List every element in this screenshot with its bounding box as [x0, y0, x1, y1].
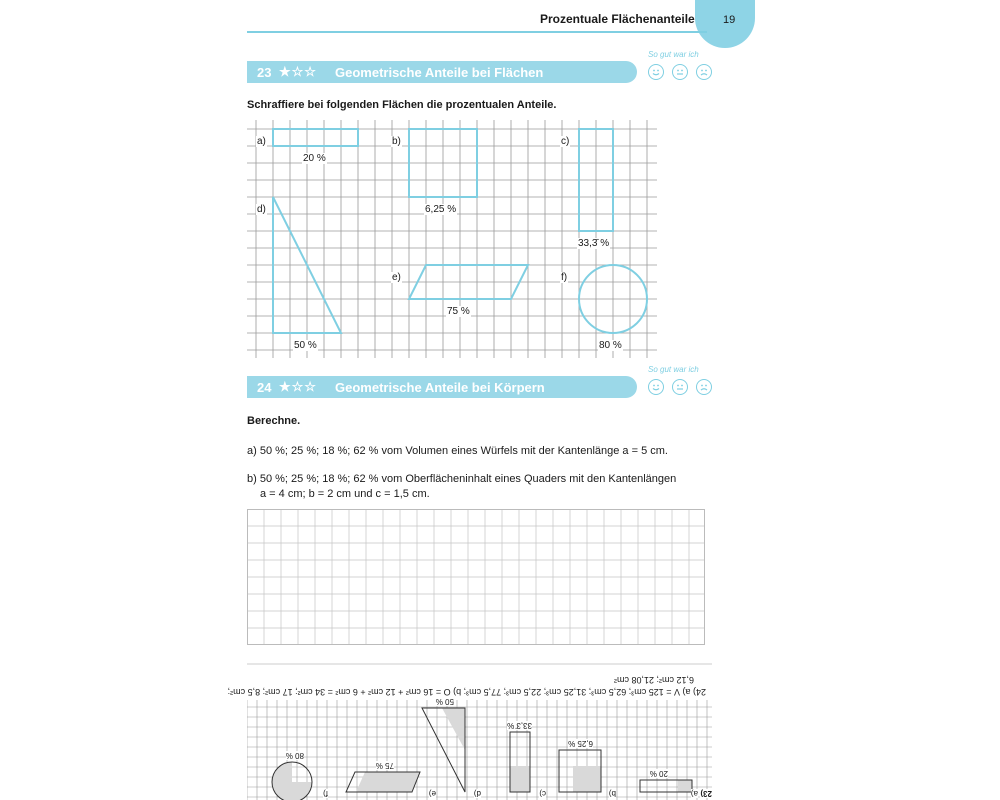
sol-percent-c: 33,3̄ % — [507, 721, 532, 730]
header-divider — [247, 31, 707, 33]
sol-letter-f: f) — [323, 789, 328, 798]
exercise-23-instruction: Schraffiere bei folgenden Flächen die prozentualen Anteile. — [247, 99, 557, 111]
fill-c — [510, 766, 530, 792]
item-letter-c: c) — [561, 136, 570, 147]
exercise-24-task-b-values: a = 4 cm; b = 2 cm und c = 1,5 cm. — [260, 488, 430, 500]
item-percent-d: 50 % — [294, 340, 317, 351]
answer-grid[interactable] — [247, 509, 705, 645]
sol-percent-f: 80 % — [285, 751, 304, 760]
self-rating-24 — [648, 379, 712, 395]
solution-23-grid — [247, 700, 712, 800]
item-letter-f: f) — [561, 272, 568, 283]
neutral-smiley-icon[interactable] — [672, 379, 688, 395]
fill-b — [573, 766, 601, 792]
exercise-title: Geometrische Anteile bei Flächen — [335, 64, 544, 80]
sol-percent-e: 75 % — [375, 761, 394, 770]
item-letter-e: e) — [392, 272, 401, 283]
solution-23-label: 23) — [700, 789, 712, 798]
item-letter-d: d) — [257, 204, 266, 215]
chapter-title: Prozentuale Flächenanteile — [540, 12, 695, 26]
exercise-24-task-b: b) 50 %; 25 %; 18 %; 62 % vom Oberflächeninhalt eines Quaders mit den Kantenlängen — [247, 473, 677, 485]
self-rating-label: So gut war ich — [648, 50, 699, 59]
solution-24-line2: 6,12 cm²; 21,08 cm² — [613, 675, 694, 685]
sol-percent-a: 20 % — [649, 769, 668, 778]
self-rating-23 — [648, 64, 712, 80]
solution-24-line1: 24) a) V = 125 cm³; 62,5 cm³; 31,25 cm³; 22,5 cm³; 77,5 cm³; b) O = 16 cm² + 12 cm² + 6 cm² = 34 cm²; 17 cm²; 8,5 cm²; — [227, 687, 706, 697]
difficulty-stars: ★☆☆ — [279, 64, 317, 79]
exercise-24-instruction: Berechne. — [247, 415, 301, 427]
sol-letter-a: a) — [690, 789, 698, 798]
exercise-title: Geometrische Anteile bei Körpern — [335, 379, 545, 395]
item-percent-b: 6,25 % — [425, 204, 457, 215]
exercise-number: 23 — [257, 64, 272, 80]
sol-letter-c: c) — [539, 789, 546, 798]
sad-smiley-icon[interactable] — [696, 64, 712, 80]
solutions-section — [227, 663, 712, 800]
fill-d — [442, 708, 465, 750]
shape-a-rectangle — [273, 129, 358, 146]
exercise-23-banner — [247, 61, 637, 83]
self-rating-label: So gut war ich — [648, 365, 699, 374]
item-percent-a: 20 % — [303, 153, 326, 164]
fill-e — [356, 772, 420, 792]
item-letter-a: a) — [257, 136, 266, 147]
item-percent-c: 33,3̄ % — [578, 238, 610, 249]
sad-smiley-icon[interactable] — [696, 379, 712, 395]
sol-letter-e: e) — [428, 789, 436, 798]
exercise-number: 24 — [257, 379, 272, 395]
item-percent-f: 80 % — [599, 340, 622, 351]
difficulty-stars: ★☆☆ — [279, 379, 317, 394]
neutral-smiley-icon[interactable] — [672, 64, 688, 80]
exercise-24-banner — [247, 376, 637, 398]
item-percent-e: 75 % — [447, 306, 470, 317]
item-letter-b: b) — [392, 136, 401, 147]
sol-percent-d: 50 % — [435, 697, 454, 706]
sol-letter-d: d) — [473, 789, 481, 798]
happy-smiley-icon[interactable] — [648, 379, 664, 395]
sol-letter-b: b) — [608, 789, 616, 798]
exercise-24-task-a: a) 50 %; 25 %; 18 %; 62 % vom Volumen eines Würfels mit der Kantenlänge a = 5 cm. — [247, 445, 668, 457]
happy-smiley-icon[interactable] — [648, 64, 664, 80]
page-number: 19 — [723, 14, 736, 26]
sol-percent-b: 6,25 % — [568, 739, 593, 748]
